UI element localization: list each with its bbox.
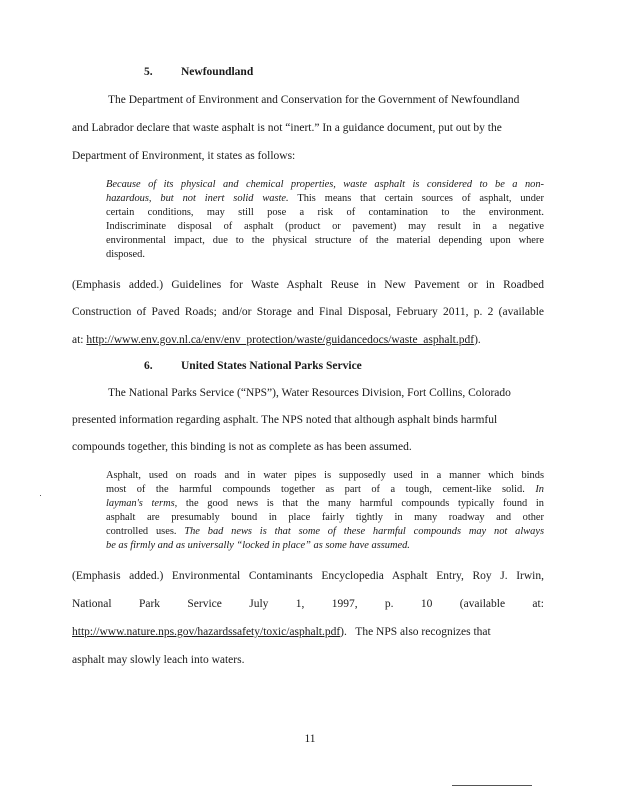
section-5-quote-line-5: environmental impact, due to the physical structure of the material depending upon where bbox=[106, 235, 544, 246]
section-6-quote-line-5-emphasis: The bad news is that some of these harmful compounds may not always bbox=[184, 526, 544, 537]
section-6-quote-line-2-text: most of the harmful compounds together as part of a tough, cement-like solid. bbox=[106, 484, 536, 495]
section-6-citation-line-3-rest: ). The NPS also recognizes that bbox=[340, 626, 491, 638]
section-5-citation-line-1: (Emphasis added.) Guidelines for Waste Asphalt Reuse in New Pavement or in Roadbed bbox=[72, 279, 544, 291]
section-6-quote-line-5-text: controlled uses. bbox=[106, 526, 185, 537]
section-6-quote-line-4: asphalt are presumably bound in place fairly tightly in many roadway and other bbox=[106, 512, 544, 523]
section-5-citation-prefix: at: bbox=[72, 334, 87, 346]
section-6-citation-line-1: (Emphasis added.) Environmental Contaminants Encyclopedia Asphalt Entry, Roy J. Irwin, bbox=[72, 570, 544, 582]
section-5-quote-emphasis: hazardous, but not inert solid waste. bbox=[106, 193, 289, 204]
section-6-heading bbox=[144, 360, 362, 372]
section-5-heading bbox=[144, 66, 253, 78]
section-5-quote-line-1: Because of its physical and chemical properties, waste asphalt is considered to be a non- bbox=[106, 179, 544, 190]
scan-mark-bottom bbox=[452, 785, 532, 786]
citation-word: at: bbox=[532, 598, 544, 610]
section-6-quote-line-3 bbox=[106, 498, 544, 509]
section-6-citation-line-4: asphalt may slowly leach into waters. bbox=[72, 654, 245, 666]
section-5-quote-line-2 bbox=[106, 193, 544, 204]
section-6-number: 6. bbox=[144, 360, 153, 372]
section-5-para-line-1: The Department of Environment and Conservation for the Government of Newfoundland bbox=[108, 94, 520, 106]
section-6-para-line-3: compounds together, this binding is not as complete as has been assumed. bbox=[72, 441, 412, 453]
section-6-quote-line-1: Asphalt, used on roads and in water pipes is supposedly used in a manner which binds bbox=[106, 470, 544, 481]
section-5-number: 5. bbox=[144, 66, 153, 78]
section-6-para-line-1: The National Parks Service (“NPS”), Water Resources Division, Fort Collins, Colorado bbox=[108, 387, 511, 399]
citation-word: National bbox=[72, 598, 112, 610]
citation-word: (available bbox=[459, 598, 506, 610]
citation-word: 1997, bbox=[331, 598, 358, 610]
citation-word: 1, bbox=[295, 598, 305, 610]
section-6-title: United States National Parks Service bbox=[181, 360, 362, 372]
section-5-quote-line-6: disposed. bbox=[106, 249, 145, 260]
scan-mark-dot bbox=[40, 495, 41, 496]
section-5-quote-line-3: certain conditions, may still pose a risk of contamination to the environment. bbox=[106, 207, 544, 218]
citation-word: 10 bbox=[420, 598, 433, 610]
section-6-citation-line-3 bbox=[72, 626, 544, 638]
section-6-quote-line-3-emphasis: layman's terms, bbox=[106, 498, 178, 509]
section-5-para-line-3: Department of Environment, it states as follows: bbox=[72, 150, 296, 162]
citation-word: July bbox=[249, 598, 269, 610]
section-5-para-line-2: and Labrador declare that waste asphalt is not “inert.” In a guidance document, put out by the bbox=[72, 122, 502, 134]
section-6-quote-line-3-rest: the good news is that the many harmful compounds typically found in bbox=[177, 498, 544, 509]
section-5-citation-line-2: Construction of Paved Roads; and/or Storage and Final Disposal, February 2011, p. 2 (available bbox=[72, 306, 544, 318]
section-6-quote-line-5 bbox=[106, 526, 544, 537]
section-6-quote-line-2 bbox=[106, 484, 544, 495]
nps-asphalt-link[interactable]: http://www.nature.nps.gov/hazardssafety/toxic/asphalt.pdf bbox=[72, 626, 341, 638]
section-6-quote-line-2-emphasis: In bbox=[535, 484, 544, 495]
section-5-citation-line-3 bbox=[72, 334, 544, 346]
section-5-citation-suffix: ). bbox=[474, 334, 481, 346]
citation-word: Service bbox=[187, 598, 222, 610]
section-5-quote-line-4: Indiscriminate disposal of asphalt (product or pavement) may result in a negative bbox=[106, 221, 544, 232]
section-5-title: Newfoundland bbox=[181, 66, 254, 78]
section-6-citation-line-2 bbox=[72, 598, 544, 610]
page-number: 11 bbox=[304, 733, 316, 745]
citation-word: p. bbox=[384, 598, 394, 610]
section-6-quote-line-6: be as firmly and as universally “locked in place” as some have assumed. bbox=[106, 540, 410, 551]
section-5-quote-line-2-rest: This means that certain sources of asphalt, under bbox=[288, 193, 544, 204]
section-6-para-line-2: presented information regarding asphalt. The NPS noted that although asphalt binds harmful bbox=[72, 414, 498, 426]
newfoundland-guidelines-link[interactable]: http://www.env.gov.nl.ca/env/env_protection/waste/guidancedocs/waste_asphalt.pdf bbox=[86, 334, 475, 346]
citation-word: Park bbox=[138, 598, 161, 610]
